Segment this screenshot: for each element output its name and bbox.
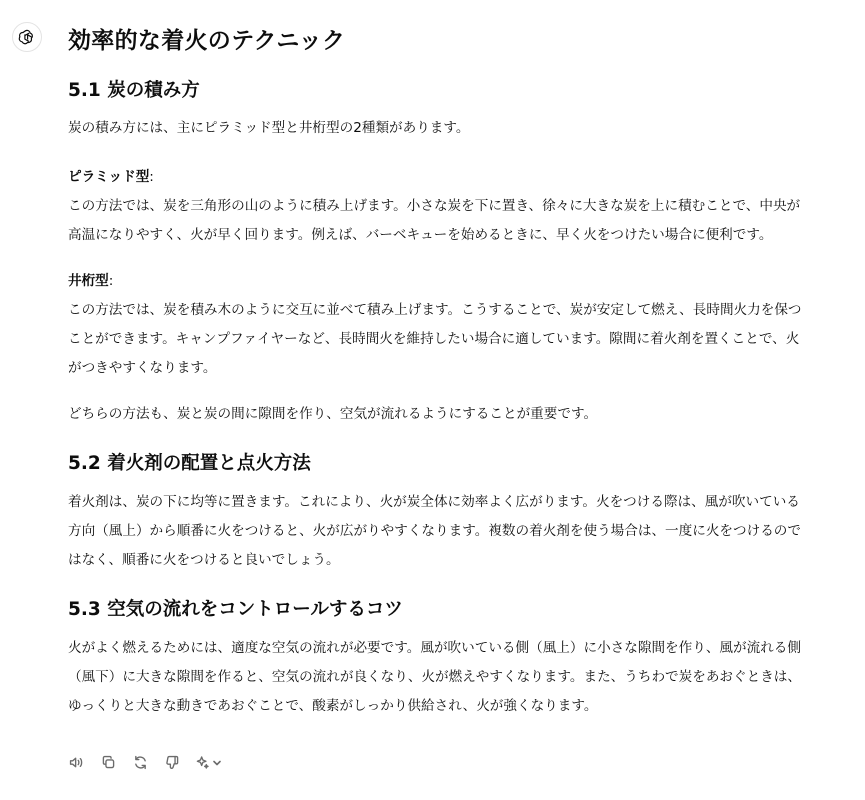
section-heading-5-2: 5.2 着火剤の配置と点火方法 (68, 453, 311, 474)
igeta-type-block (68, 267, 808, 383)
pyramid-type-block (68, 163, 808, 250)
section-5-1-intro: 炭の積み方には、主にピラミッド型と井桁型の2種類があります。 (68, 120, 470, 136)
regenerate-icon (132, 754, 149, 771)
message-action-bar (66, 752, 222, 772)
chevron-down-icon (212, 753, 222, 772)
switch-model-button[interactable] (194, 752, 222, 772)
sparkle-icon (194, 754, 211, 771)
section-heading-5-1: 5.1 炭の積み方 (68, 80, 200, 101)
igeta-type-label-line (68, 267, 808, 296)
speaker-icon (68, 754, 85, 771)
assistant-message (68, 20, 808, 721)
copy-button[interactable] (98, 752, 118, 772)
section-heading-5-3: 5.3 空気の流れをコントロールするコツ (68, 599, 403, 620)
thumbs-down-button[interactable] (162, 752, 182, 772)
section-5-3-text: 火がよく燃えるためには、適度な空気の流れが必要です。風が吹いている側（風上）に小さな隙間を作り、風が流れる側（風下）に大きな隙間を作ると、空気の流れが良くなり、火が燃えやすくなります。また、うちわで炭をあおぐときは、ゆっくりと大きな動きであおぐことで、酸素がしっかり供給され、火が強くなります。 (68, 640, 801, 714)
copy-icon (100, 754, 117, 771)
openai-logo-icon (18, 28, 36, 46)
igeta-type-colon: : (108, 273, 114, 289)
assistant-avatar (12, 22, 42, 52)
igeta-type-text: この方法では、炭を積み木のように交互に並べて積み上げます。こうすることで、炭が安定して燃え、長時間火力を保つことができます。キャンプファイヤーなど、長時間火を維持したい場合に適しています。隙間に着火剤を置くことで、火がつきやすくなります。 (68, 302, 802, 376)
read-aloud-button[interactable] (66, 752, 86, 772)
pyramid-type-label-line (68, 163, 808, 192)
pyramid-type-text: この方法では、炭を三角形の山のように積み上げます。小さな炭を下に置き、徐々に大きな炭を上に積むことで、中央が高温になりやすく、火が早く回ります。例えば、バーベキューを始めるときに、早く火をつけたい場合に便利です。 (68, 198, 801, 243)
igeta-type-label: 井桁型 (68, 273, 109, 289)
pyramid-type-colon: : (149, 169, 154, 185)
message-title: 効率的な着火のテクニック (68, 28, 346, 54)
section-5-1-closing: どちらの方法も、炭と炭の間に隙間を作り、空気が流れるようにすることが重要です。 (68, 406, 598, 422)
section-5-2-text: 着火剤は、炭の下に均等に置きます。これにより、火が炭全体に効率よく広がります。火をつける際は、風が吹いている方向（風上）から順番に火をつけると、火が広がりやすくなります。複数の着火剤を使う場合は、一度に火をつけるのではなく、順番に火をつけると良いでしょう。 (68, 494, 801, 568)
pyramid-type-label: ピラミッド型 (68, 169, 150, 185)
regenerate-button[interactable] (130, 752, 150, 772)
thumbs-down-icon (164, 754, 181, 771)
